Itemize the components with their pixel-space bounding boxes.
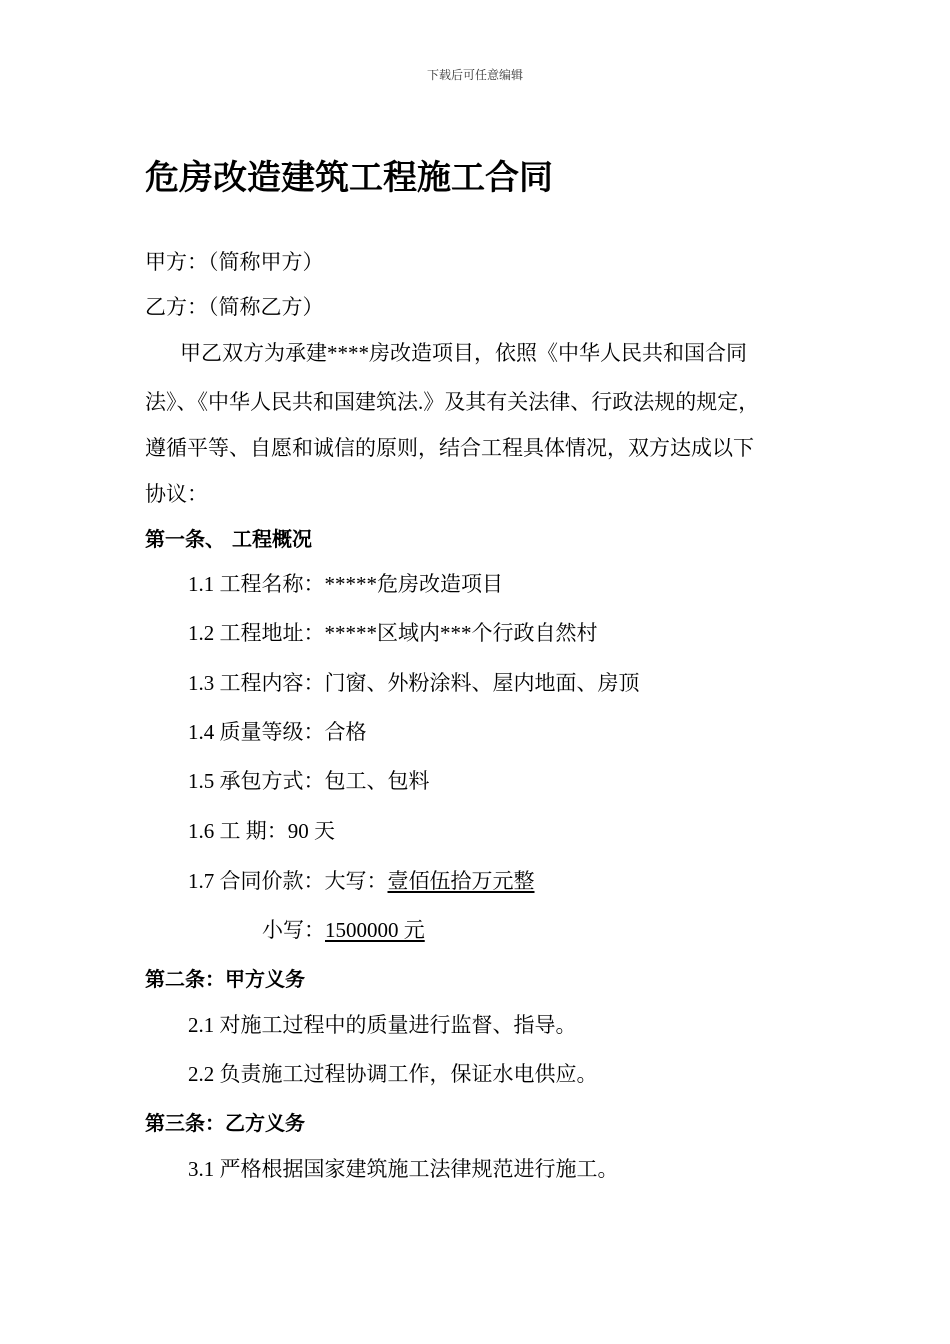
article-3-heading: 第三条：乙方义务 [145,1111,305,1135]
article-1-item: 1.5 承包方式：包工、包料 [188,769,430,793]
price-small-amount: 1500000 元 [325,918,425,942]
intro-line-2: 法》、《中华人民共和国建筑法.》及其有关法律、行政法规的规定， [145,390,760,414]
intro-line-1: 甲乙双方为承建****房改造项目，依照《中华人民共和国合同 [180,341,747,365]
document-title: 危房改造建筑工程施工合同 [145,158,553,198]
intro-line-4: 协议： [145,482,208,506]
price-small-prefix: 小写： [262,918,325,942]
intro-line-3: 遵循平等、自愿和诚信的原则，结合工程具体情况，双方达成以下 [145,436,754,460]
article-1-heading: 第一条、 工程概况 [145,527,312,551]
price-upper-amount: 壹佰伍拾万元整 [387,869,535,893]
price-prefix: 1.7 合同价款：大写： [188,869,388,893]
contract-price-line [188,865,535,895]
party-a-line: 甲方：（简称甲方） [145,250,324,274]
article-1-item: 1.3 工程内容：门窗、外粉涂料、屋内地面、房顶 [188,671,640,695]
article-1-item: 1.4 质量等级：合格 [188,720,367,744]
article-1-item: 1.1 工程名称：*****危房改造项目 [188,572,503,596]
contract-price-small-line [262,914,425,944]
header-note: 下载后可任意编辑 [426,68,523,82]
article-2-heading: 第二条：甲方义务 [145,967,305,991]
article-1-item: 1.6 工 期：90 天 [188,819,335,843]
article-1-item: 1.2 工程地址：*****区域内***个行政自然村 [188,621,598,645]
party-b-line: 乙方：（简称乙方） [145,295,324,319]
article-2-item: 2.2 负责施工过程协调工作，保证水电供应。 [188,1062,598,1086]
article-3-item: 3.1 严格根据国家建筑施工法律规范进行施工。 [188,1157,619,1181]
article-2-item: 2.1 对施工过程中的质量进行监督、指导。 [188,1013,577,1037]
